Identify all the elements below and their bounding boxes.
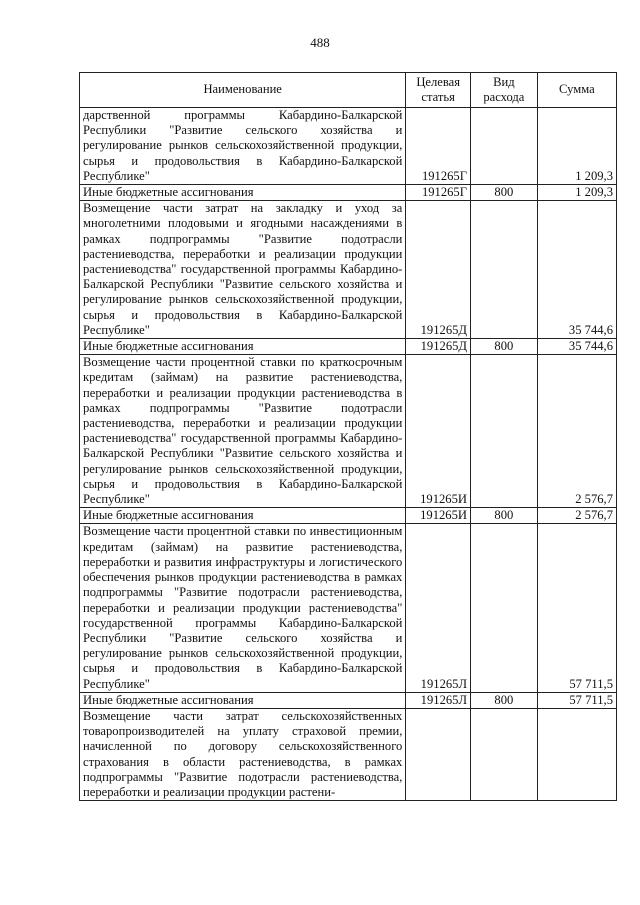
row-sum: 35 744,6 [537,201,616,339]
row-article: 191265Г [406,108,471,185]
row-name: Иные бюджетные ассигнования [80,185,406,201]
page-number: 488 [310,35,330,50]
row-article: 191265Л [406,692,471,708]
table-row [80,508,617,524]
row-type [471,108,538,185]
table-row [80,339,617,355]
table-row [80,692,617,708]
row-name: Иные бюджетные ассигнования [80,692,406,708]
table-row [80,524,617,692]
row-type [471,201,538,339]
table-row [80,708,617,800]
budget-table [79,72,617,801]
row-type: 800 [471,339,538,355]
row-article [406,708,471,800]
header-article: Целевая статья [406,73,471,108]
row-sum: 2 576,7 [537,355,616,508]
header-name: Наименование [80,73,406,108]
row-article: 191265Г [406,185,471,201]
row-type [471,708,538,800]
row-name: Иные бюджетные ассигнования [80,508,406,524]
row-sum: 1 209,3 [537,108,616,185]
row-name: дарственной программы Кабардино-Балкарской Республики "Развитие сельского хозяйства и регулирование рынков сельскохозяйственной продукции, сырья и продовольствия в Кабардино-Балкарской Республике" [80,108,406,185]
row-article: 191265Л [406,524,471,692]
table-row [80,185,617,201]
row-type: 800 [471,185,538,201]
header-type: Вид расхода [471,73,538,108]
row-name: Возмещение части затрат сельскохозяйственных товаропроизводителей на уплату страховой премии, начисленной по договору сельскохозяйственного страхования в области растениеводства, в рамках подпрограммы "Развитие подотрасли растениеводства, переработки и реализации продукции растени- [80,708,406,800]
row-article: 191265И [406,508,471,524]
row-sum: 57 711,5 [537,524,616,692]
row-sum: 35 744,6 [537,339,616,355]
row-sum: 1 209,3 [537,185,616,201]
table-row [80,355,617,508]
row-sum [537,708,616,800]
table-row [80,108,617,185]
row-article: 191265Д [406,339,471,355]
table-row [80,201,617,339]
row-type [471,524,538,692]
table-header-row [80,73,617,108]
row-article: 191265И [406,355,471,508]
row-name: Возмещение части процентной ставки по инвестиционным кредитам (займам) на развитие растениеводства, переработки и развития инфраструктуры и логистического обеспечения рынков продукции растениеводства в рамках подпрограммы "Развитие подотрасли растениеводства, переработки и реализации продукции растениеводства" государственной программы Кабардино-Балкарской Республики "Развитие сельского хозяйства и регулирование рынков сельскохозяйственной продукции, сырья и продовольствия в Кабардино-Балкарской Республике" [80,524,406,692]
row-name: Возмещение части затрат на закладку и уход за многолетними плодовыми и ягодными насаждениями в рамках подпрограммы "Развитие подотрасли растениеводства, переработки и реализации продукции растениеводства" государственной программы Кабардино-Балкарской Республики "Развитие сельского хозяйства и регулирование рынков сельскохозяйственной продукции, сырья и продовольствия в Кабардино-Балкарской Республике" [80,201,406,339]
row-type: 800 [471,692,538,708]
row-type [471,355,538,508]
row-type: 800 [471,508,538,524]
row-sum: 57 711,5 [537,692,616,708]
header-sum: Сумма [537,73,616,108]
row-sum: 2 576,7 [537,508,616,524]
row-name: Возмещение части процентной ставки по краткосрочным кредитам (займам) на развитие растениеводства, переработки и реализации продукции растениеводства в рамках подпрограммы "Развитие подотрасли растениеводства, переработки и реализации продукции растениеводства" государственной программы Кабардино-Балкарской Республики "Развитие сельского хозяйства и регулирование рынков сельскохозяйственной продукции, сырья и продовольствия в Кабардино-Балкарской Республике" [80,355,406,508]
row-article: 191265Д [406,201,471,339]
row-name: Иные бюджетные ассигнования [80,339,406,355]
